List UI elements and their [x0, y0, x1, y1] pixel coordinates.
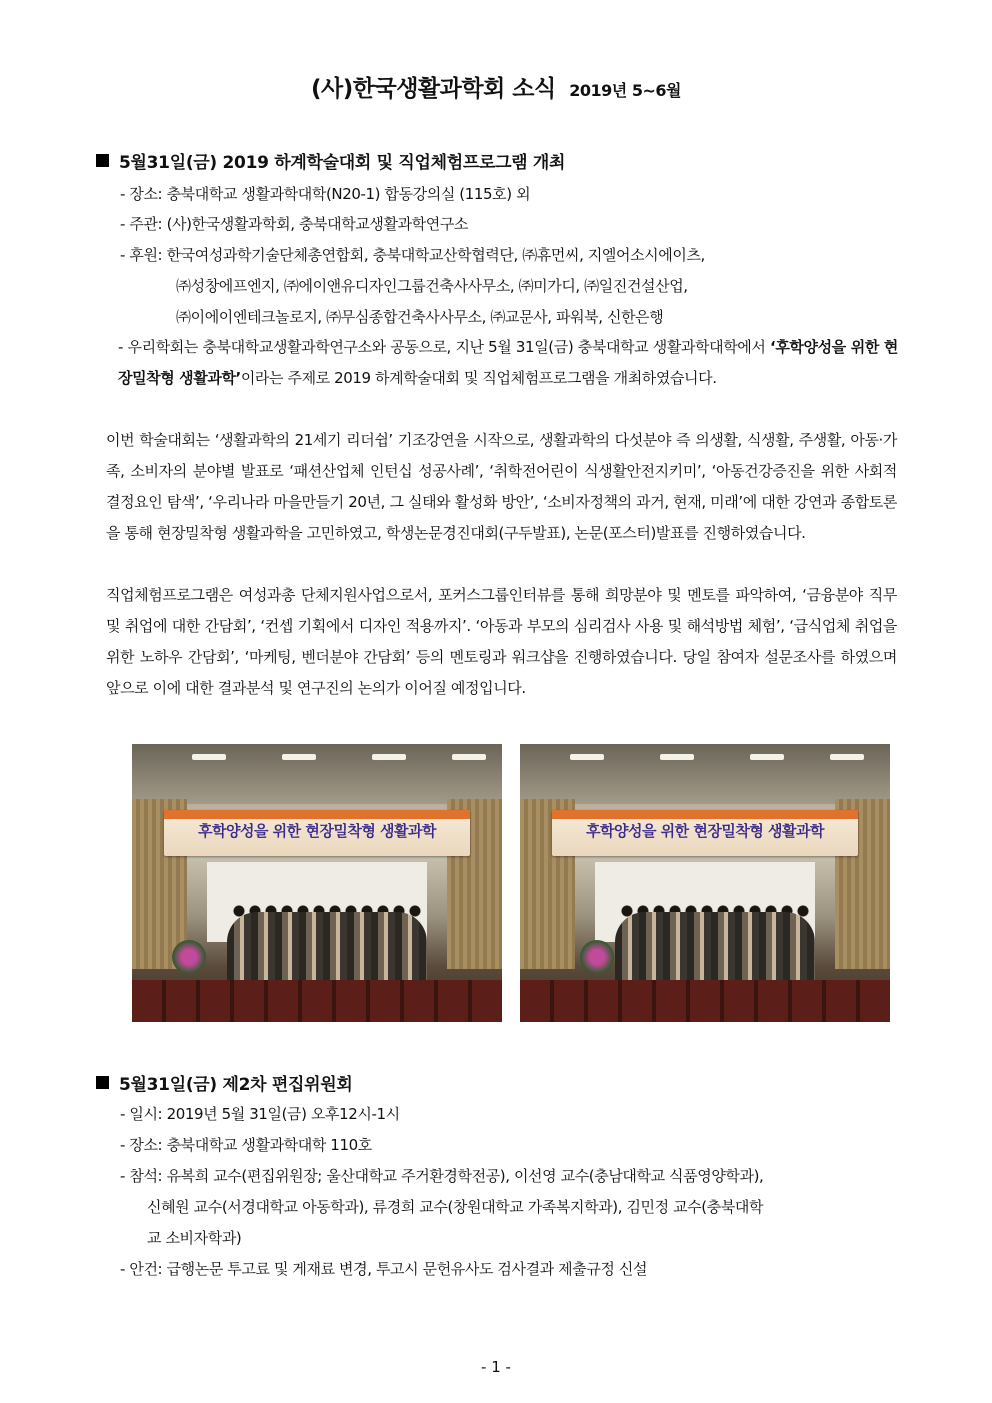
section-heading-text: 5월31일(금) 제2차 편집위원회	[119, 1075, 353, 1095]
sponsor-line-3: ㈜이에이엔테크놀로지, ㈜무심종합건축사사무소, ㈜교문사, 파워북, 신한은행	[176, 308, 664, 326]
meeting-date-line: - 일시: 2019년 5월 31일(금) 오후12시-1시	[120, 1105, 400, 1123]
attendees-line-2: 신혜원 교수(서경대학교 아동학과), 류경희 교수(창원대학교 가족복지학과), 김민정 교수(충북대학	[147, 1198, 764, 1216]
sponsor-line-2: ㈜성창에프엔지, ㈜에이앤유디자인그룹건축사사무소, ㈜미가디, ㈜일진건설산업,	[176, 277, 688, 295]
photo-banner: 후학양성을 위한 현장밀착형 생활과학	[552, 810, 858, 856]
square-bullet-icon	[96, 1076, 109, 1089]
title-text: (사)한국생활과학회 소식	[311, 76, 556, 102]
theme-bold: ‘후학양성을 위한 현장밀착형 생활과학’	[118, 338, 898, 387]
intro-paragraph: - 우리학회는 충북대학교생활과학연구소와 공동으로, 지난 5월 31일(금) 충북대학교 생활과학대학에서 ‘후학양성을 위한 현장밀착형 생활과학’이라는 주제로 2019 하계학술대회 및 직업체험프로그램을 개최하였습니다.	[118, 338, 898, 387]
section-heading-conference	[96, 148, 565, 173]
section-heading-editorial	[96, 1070, 353, 1095]
meeting-venue-line: - 장소: 충북대학교 생활과학대학 110호	[120, 1136, 372, 1154]
attendees-line-3: 교 소비자학과)	[147, 1229, 242, 1247]
event-photo-right	[520, 744, 890, 1022]
photo-banner: 후학양성을 위한 현장밀착형 생활과학	[164, 810, 470, 856]
square-bullet-icon	[96, 154, 109, 167]
title-date: 2019년 5~6월	[569, 81, 681, 100]
page-title	[0, 70, 992, 103]
page-number: - 1 -	[481, 1358, 511, 1376]
event-photo-left	[132, 744, 502, 1022]
host-line: - 주관: (사)한국생활과학회, 충북대학교생활과학연구소	[120, 215, 469, 233]
attendees-line-1: - 참석: 유복희 교수(편집위원장; 울산대학교 주거환경학전공), 이선영 교수(충남대학교 식품영양학과),	[120, 1167, 764, 1185]
section-heading-text: 5월31일(금) 2019 하계학술대회 및 직업체험프로그램 개최	[119, 153, 566, 173]
career-program-paragraph: 직업체험프로그램은 여성과총 단체지원사업으로서, 포커스그룹인터뷰를 통해 희망분야 및 멘토를 파악하여, ‘금융분야 직무 및 취업에 대한 간담회’, ‘컨셉 기획에서 디자인 적용까지’. ‘아동과 부모의 심리검사 사용 및 해석방법 체험’, ‘급식업체 취업을 위한 노하우 간담회’, ‘마케팅, 벤더분야 간담회’ 등의 멘토링과 워크샵을 진행하였습니다. 당일 참여자 설문조사를 하였으며 앞으로 이에 대한 결과분석 및 연구진의 논의가 이어질 예정입니다.	[106, 586, 897, 697]
sponsor-line-1: - 후원: 한국여성과학기술단체총연합회, 충북대학교산학협력단, ㈜휴먼씨, 지엘어소시에이츠,	[120, 246, 705, 264]
venue-line: - 장소: 충북대학교 생활과학대학(N20-1) 합동강의실 (115호) 외	[120, 185, 531, 203]
conference-paragraph: 이번 학술대회는 ‘생활과학의 21세기 리더쉽’ 기조강연을 시작으로, 생활과학의 다섯분야 즉 의생활, 식생활, 주생활, 아동·가족, 소비자의 분야별 발표로 ‘패션산업체 인턴십 성공사례’, ‘취학전어린이 식생활안전지키미’, ‘아동건강증진을 위한 사회적 결정요인 탐색’, ‘우리나라 마을만들기 20년, 그 실태와 활성화 방안’, ‘소비자정책의 과거, 현재, 미래’에 대한 강연과 종합토론을 통해 현장밀착형 생활과학을 고민하였고, 학생논문경진대회(구두발표), 논문(포스터)발표를 진행하였습니다.	[106, 431, 897, 542]
agenda-line: - 안건: 급행논문 투고료 및 게재료 변경, 투고시 문헌유사도 검사결과 제출규정 신설	[120, 1260, 648, 1278]
